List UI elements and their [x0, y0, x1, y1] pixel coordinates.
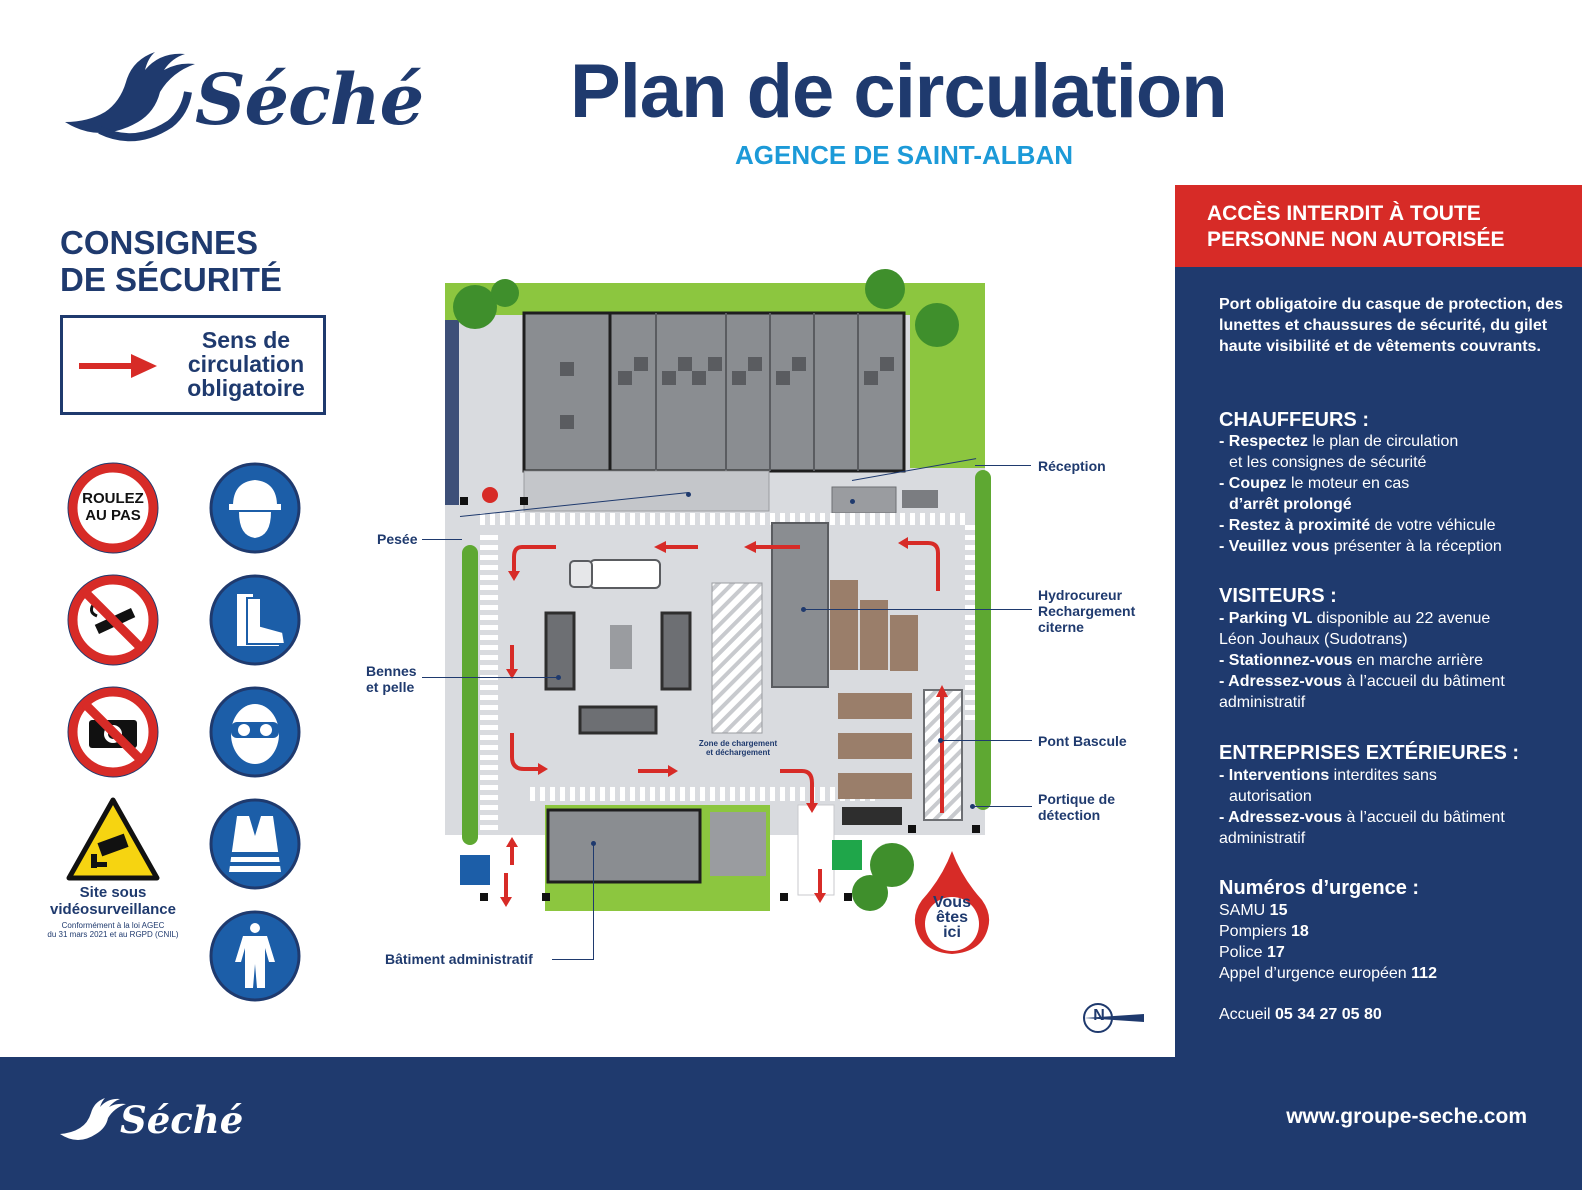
ppe-text: Port obligatoire du casque de protection, des lunettes et chaussures de sécurité, du gilet haute visibilité et de vêtements couvrants. [1219, 296, 1564, 355]
contractors-item-text: autorisation [1229, 788, 1312, 805]
emergency-item [1219, 900, 1564, 921]
label-hydrocureur-line: Rechargement [1038, 603, 1136, 619]
drivers-item-text: le plan de circulation [1307, 433, 1459, 450]
footer-brand-name: Séché [120, 1098, 244, 1142]
footer-url-link[interactable]: www.groupe-seche.com [1286, 1105, 1527, 1128]
brand-name: Séché [195, 58, 424, 141]
video-legal-line: du 31 mars 2021 et au RGPD (CNIL) [47, 930, 179, 939]
you-are-here-line: ici [943, 924, 961, 941]
label-portique-line: Portique de [1038, 791, 1116, 807]
contractors-item-bold: - Interventions [1219, 767, 1330, 784]
emergency-item [1219, 921, 1564, 942]
banner-line: PERSONNE NON AUTORISÉE [1207, 228, 1505, 251]
safety-boots-icon [207, 572, 303, 668]
visitors-list [1219, 608, 1564, 713]
drivers-list [1219, 431, 1564, 557]
drivers-item-bold: - Coupez [1219, 475, 1287, 492]
safety-title-line: CONSIGNES [60, 224, 259, 261]
emergency-label: Police [1219, 944, 1268, 961]
label-pont-bascule: Pont Bascule [1038, 733, 1127, 749]
visitors-item-text: disponible au 22 avenue [1312, 610, 1491, 627]
safety-title [60, 224, 282, 298]
video-caption-line: Site sous [79, 884, 147, 901]
drivers-item-text: présenter à la réception [1329, 538, 1502, 555]
no-smoking-icon [65, 572, 161, 668]
label-hydrocureur-line: citerne [1038, 619, 1084, 635]
coverall-icon [207, 908, 303, 1004]
emergency-label: Appel d’urgence européen [1219, 965, 1412, 982]
label-hydrocureur-line: Hydrocureur [1038, 587, 1123, 603]
you-are-here-line: Vous [933, 894, 971, 911]
video-surveillance-icon [65, 796, 161, 892]
label-bennes-line: et pelle [366, 679, 415, 695]
emergency-number: 18 [1291, 923, 1309, 940]
drivers-item-bold: - Veuillez vous [1219, 538, 1330, 555]
red-arrow-icon [79, 354, 159, 378]
drivers-item-bold: - Respectez [1219, 433, 1308, 450]
you-are-here-line: êtes [935, 909, 969, 926]
page-subtitle: AGENCE DE SAINT-ALBAN [735, 140, 1074, 170]
page-title: Plan de circulation [570, 49, 1227, 134]
video-caption-line: vidéosurveillance [50, 901, 176, 918]
access-banner-text [1207, 201, 1567, 253]
label-pesee: Pesée [377, 531, 418, 547]
no-speed-sign-icon [65, 460, 161, 556]
label-batiment: Bâtiment administratif [385, 951, 533, 967]
loading-zone-line: et déchargement [705, 748, 771, 757]
walk-sign-line: AU PAS [85, 507, 141, 524]
drivers-item-text: le moteur en cas [1286, 475, 1410, 492]
visitors-item-text: administratif [1219, 694, 1306, 711]
compass-label: N [1093, 1007, 1105, 1024]
label-hydrocureur [1038, 587, 1135, 635]
visitors-item-text: Léon Jouhaux (Sudotrans) [1219, 631, 1408, 648]
no-photo-icon [65, 684, 161, 780]
visitors-item-text: en marche arrière [1352, 652, 1484, 669]
contractors-item-text: à l’accueil du bâtiment [1342, 809, 1505, 826]
label-portique [1038, 791, 1115, 823]
video-legal-line: Conformément à la loi AGEC [61, 921, 165, 930]
visitors-title: VISITEURS : [1219, 585, 1337, 607]
contractors-item-bold: - Adressez-vous [1219, 809, 1342, 826]
drivers-item-bold: - Restez à proximité [1219, 517, 1371, 534]
drivers-item-text: et les consignes de sécurité [1229, 454, 1427, 471]
emergency-label: SAMU [1219, 902, 1270, 919]
visitors-item-bold: - Adressez-vous [1219, 673, 1342, 690]
helmet-icon [207, 460, 303, 556]
visitors-item-bold: - Stationnez-vous [1219, 652, 1353, 669]
emergency-list [1219, 900, 1564, 984]
emergency-number: 112 [1411, 965, 1437, 982]
you-are-here-text [912, 895, 992, 940]
accueil-label: Accueil [1219, 1006, 1276, 1023]
label-portique-line: détection [1038, 807, 1101, 823]
drivers-item-text: de votre véhicule [1370, 517, 1496, 534]
video-legal-note [40, 921, 186, 939]
direction-legend-text [171, 328, 321, 400]
accueil-number: 05 34 27 05 80 [1275, 1006, 1382, 1023]
visitors-item-text: à l’accueil du bâtiment [1342, 673, 1505, 690]
loading-zone-line: Zone de chargement [698, 739, 778, 748]
emergency-number: 17 [1267, 944, 1285, 961]
safety-glasses-icon [207, 684, 303, 780]
emergency-item [1219, 963, 1564, 984]
safety-title-line: DE SÉCURITÉ [60, 261, 282, 298]
video-caption [40, 884, 186, 918]
direction-line: Sens de [201, 327, 291, 353]
walk-sign-line: ROULEZ [82, 490, 144, 507]
contractors-title: ENTREPRISES EXTÉRIEURES : [1219, 742, 1520, 764]
direction-legend [60, 315, 326, 415]
direction-line: circulation [187, 351, 305, 377]
hi-vis-vest-icon [207, 796, 303, 892]
label-reception: Réception [1038, 458, 1106, 474]
drivers-item-bold: d’arrêt prolongé [1229, 496, 1352, 513]
accueil-phone [1219, 1004, 1564, 1025]
contractors-list [1219, 765, 1564, 849]
drivers-title: CHAUFFEURS : [1219, 409, 1369, 431]
loading-zone-label [696, 739, 780, 757]
banner-line: ACCÈS INTERDIT À TOUTE [1207, 202, 1481, 225]
site-map [440, 265, 1000, 915]
direction-line: obligatoire [187, 375, 305, 401]
emergency-number: 15 [1269, 902, 1288, 919]
visitors-item-bold: - Parking VL [1219, 610, 1313, 627]
emergency-item [1219, 942, 1564, 963]
contractors-item-text: administratif [1219, 830, 1306, 847]
label-bennes-line: Bennes [366, 663, 417, 679]
label-bennes [366, 663, 417, 695]
contractors-item-text: interdites sans [1329, 767, 1437, 784]
emergency-label: Pompiers [1219, 923, 1292, 940]
emergency-title: Numéros d’urgence : [1219, 877, 1420, 899]
